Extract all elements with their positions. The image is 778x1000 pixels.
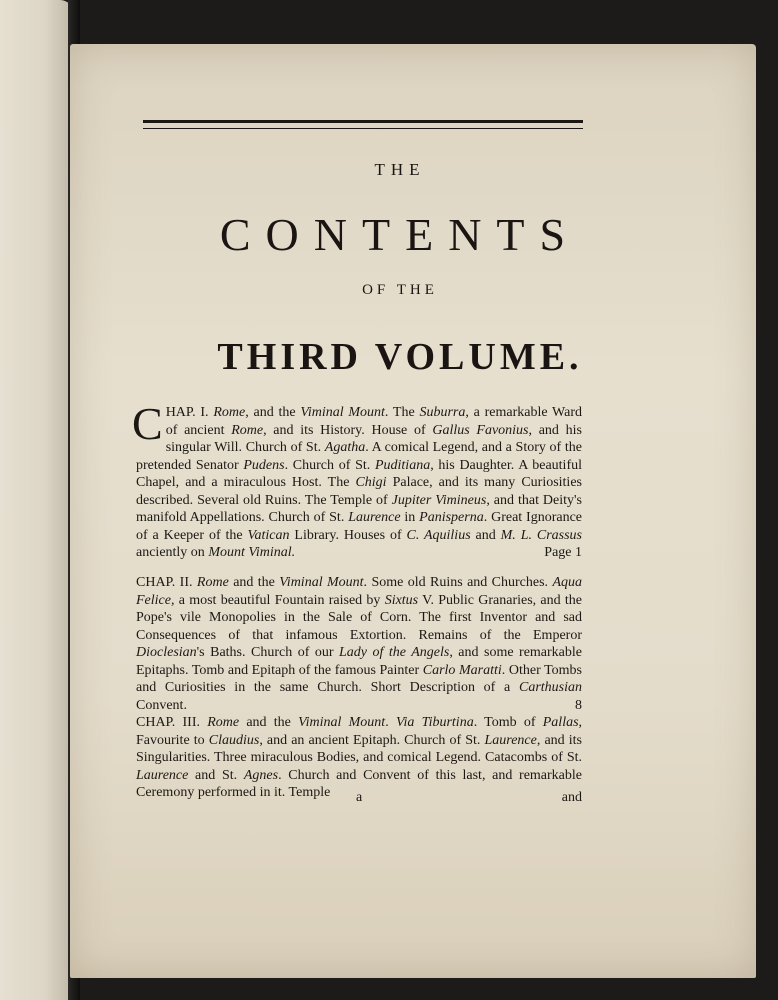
italic-text: Pallas xyxy=(542,715,579,730)
italic-text: Sixtus xyxy=(384,592,419,608)
text: Palace, and its many Curiosities described. Several old Ruins. The Temple of xyxy=(136,475,582,508)
text: , and its History. House of xyxy=(263,422,433,438)
italic-text: Carlo Maratti xyxy=(422,662,502,678)
text: anciently on xyxy=(136,545,209,560)
italic-text: Viminal Mount xyxy=(279,575,364,590)
text: 's Baths. Church of our xyxy=(196,645,339,660)
text: in xyxy=(400,510,420,525)
italic-text: Laurence xyxy=(484,732,537,748)
title-volume: THIRD VOLUME. xyxy=(217,336,583,378)
italic-text: Carthusian xyxy=(518,680,582,695)
chapter-entry-1 xyxy=(132,398,583,562)
chapter-entry-2 xyxy=(136,574,582,714)
italic-text: Viminal Mount xyxy=(298,715,386,730)
chapter-text xyxy=(136,405,582,560)
italic-text: Lady of the Angels xyxy=(339,645,450,660)
text: and St. xyxy=(188,767,244,783)
title-contents: CONTENTS xyxy=(219,209,581,260)
text: Convent. xyxy=(136,697,187,713)
page-number: Page 1 xyxy=(544,545,582,560)
chapter-text xyxy=(136,715,582,800)
italic-text: M. L. Crassus xyxy=(500,527,582,543)
chapter-entry-3 xyxy=(136,714,582,802)
text: CHAP. III. xyxy=(136,715,208,730)
italic-text: Gallus Favonius xyxy=(432,422,529,438)
header-rule-thick xyxy=(143,120,583,123)
italic-text: Agnes xyxy=(243,767,279,783)
signature-mark: a xyxy=(356,790,363,805)
italic-text: Chigi xyxy=(355,475,387,490)
italic-text: Aqua Felice xyxy=(136,575,583,608)
header-rule-thin xyxy=(143,128,583,129)
catchword: and xyxy=(561,790,582,805)
text: . Other Tombs and Curiosities in the same Church. Short Description of a xyxy=(136,662,582,695)
italic-text: Agatha xyxy=(324,440,366,455)
italic-text: Mount Viminal. xyxy=(208,545,296,560)
italic-text: Rome xyxy=(213,405,246,420)
page-number: 8 xyxy=(575,697,582,713)
italic-text: Jupiter Vimineus xyxy=(391,492,487,508)
italic-text: Puditiana xyxy=(374,457,431,473)
text: . The xyxy=(384,405,420,420)
italic-text: Viminal Mount xyxy=(300,405,385,420)
text: , and some remarkable Epitaphs. Tomb and Epitaph of the famous Painter xyxy=(136,645,582,678)
italic-text: Laurence xyxy=(348,510,401,525)
italic-text: Suburra xyxy=(419,405,466,420)
text: HAP. I. xyxy=(165,405,214,420)
chapter-text xyxy=(136,575,582,713)
italic-text: Rome xyxy=(231,422,264,438)
text: . A comical Legend, and a Story of the pretended Senator xyxy=(136,440,582,473)
italic-text: C. Aquilius xyxy=(406,527,471,543)
italic-text: Vatican xyxy=(247,527,290,543)
text: , and its Singularities. Three miraculous Bodies, and comical Legend. Catacombs of St. xyxy=(136,732,582,765)
text: Library. Houses of xyxy=(289,527,407,543)
title-of-the: OF THE xyxy=(362,282,438,298)
text: and the xyxy=(228,575,280,590)
text: , and his singular Will. Church of St. xyxy=(165,422,582,455)
text: and the xyxy=(239,715,299,730)
italic-text: Rome xyxy=(196,575,229,590)
facing-page-edge xyxy=(0,0,74,1000)
text: . Tomb of xyxy=(473,715,543,730)
drop-cap: C xyxy=(132,398,163,449)
text: , and that Deity's manifold Appellations. Church of St. xyxy=(136,492,582,525)
text: , and an ancient Epitaph. Church of St. xyxy=(259,732,485,748)
text: . Great Ignorance of a Keeper of the xyxy=(136,510,583,543)
text: , and the xyxy=(245,405,301,420)
text: . Some old Ruins and Churches. xyxy=(363,575,553,590)
text: . Church of St. xyxy=(284,457,375,473)
text: , Favourite to xyxy=(136,715,583,748)
text: , a most beautiful Fountain raised by xyxy=(170,592,385,608)
italic-text: Laurence xyxy=(136,767,189,783)
italic-text: Rome xyxy=(207,715,240,730)
title-the: THE xyxy=(374,160,426,179)
italic-text: Panisperna xyxy=(419,510,484,525)
text: and xyxy=(470,527,501,543)
text: . xyxy=(385,715,396,730)
text: , his Daughter. A beautiful Chapel, and a miraculous Host. The xyxy=(136,457,582,490)
text: , a remarkable Ward of ancient xyxy=(165,405,583,438)
italic-text: Claudius xyxy=(208,732,260,748)
italic-text: Dioclesian xyxy=(136,645,197,660)
italic-text: Pudens xyxy=(243,457,285,473)
text: V. Public Granaries, and the Pope's vile Monopolies in the Sale of Corn. The first Inventor and sad Consequences of that infamous Extortion. Remains of the Emperor xyxy=(136,592,582,643)
italic-text: Via Tiburtina xyxy=(395,715,474,730)
text: . Church and Convent of this last, and remarkable Ceremony performed in it. Temple xyxy=(136,767,583,800)
text: CHAP. II. xyxy=(136,575,197,590)
